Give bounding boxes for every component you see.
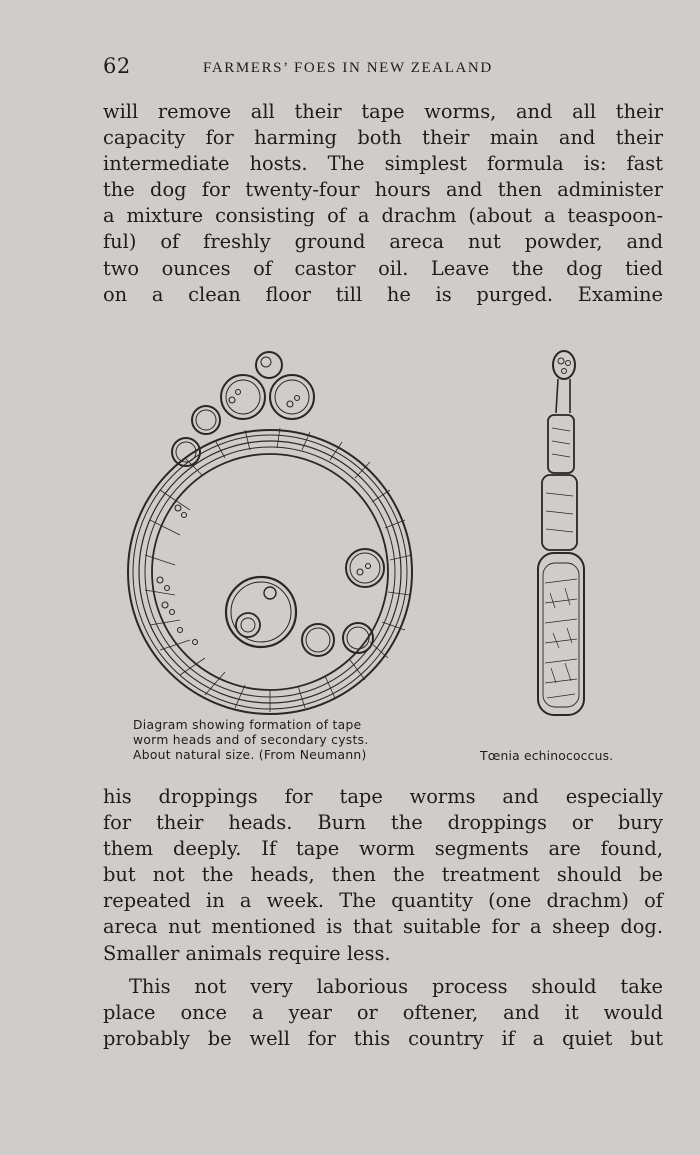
caption-line: Diagram showing formation of tape xyxy=(133,718,362,732)
page-number: 62 xyxy=(103,54,131,78)
text-line: capacity for harming both their main and their xyxy=(103,126,663,150)
text-line: repeated in a week. The quantity (one drachm) of xyxy=(103,889,663,913)
body-text-paragraph xyxy=(103,974,663,1052)
text-line: place once a year or oftener, and it would xyxy=(103,1001,663,1025)
text-line: will remove all their tape worms, and all their xyxy=(103,100,663,123)
text-line: but not the heads, then the treatment should be xyxy=(103,863,663,887)
text-line: Smaller animals require less. xyxy=(103,941,391,965)
tapeworm-figure-caption: Tœnia echinococcus. xyxy=(480,749,614,763)
body-text-top xyxy=(103,99,663,308)
running-title: FARMERS’ FOES IN NEW ZEALAND xyxy=(203,60,493,76)
tapeworm-figure xyxy=(525,343,600,723)
text-line: his droppings for tape worms and especially xyxy=(103,785,663,808)
cyst-figure-caption xyxy=(133,718,433,763)
text-line: areca nut mentioned is that suitable for a sheep dog. xyxy=(103,915,663,939)
text-line: ful) of freshly ground areca nut powder, and xyxy=(103,230,663,254)
text-line: This not very laborious process should take xyxy=(129,975,663,998)
text-line: on a clean floor till he is purged. Examine xyxy=(103,282,663,306)
caption-line: worm heads and of secondary cysts. xyxy=(133,733,369,747)
body-text-bottom xyxy=(103,784,663,967)
text-line: two ounces of castor oil. Leave the dog tied xyxy=(103,256,663,280)
caption-line: About natural size. (From Neumann) xyxy=(133,748,367,762)
text-line: for their heads. Burn the droppings or bury xyxy=(103,811,663,835)
text-line: a mixture consisting of a drachm (about a teaspoon- xyxy=(103,204,663,228)
running-head xyxy=(103,52,663,82)
cyst-diagram-figure xyxy=(120,340,430,720)
text-line: intermediate hosts. The simplest formula is: fast xyxy=(103,152,663,176)
text-line: probably be well for this country if a quiet but xyxy=(103,1027,663,1051)
text-line: the dog for twenty-four hours and then administer xyxy=(103,178,663,202)
text-line: them deeply. If tape worm segments are found, xyxy=(103,837,663,861)
